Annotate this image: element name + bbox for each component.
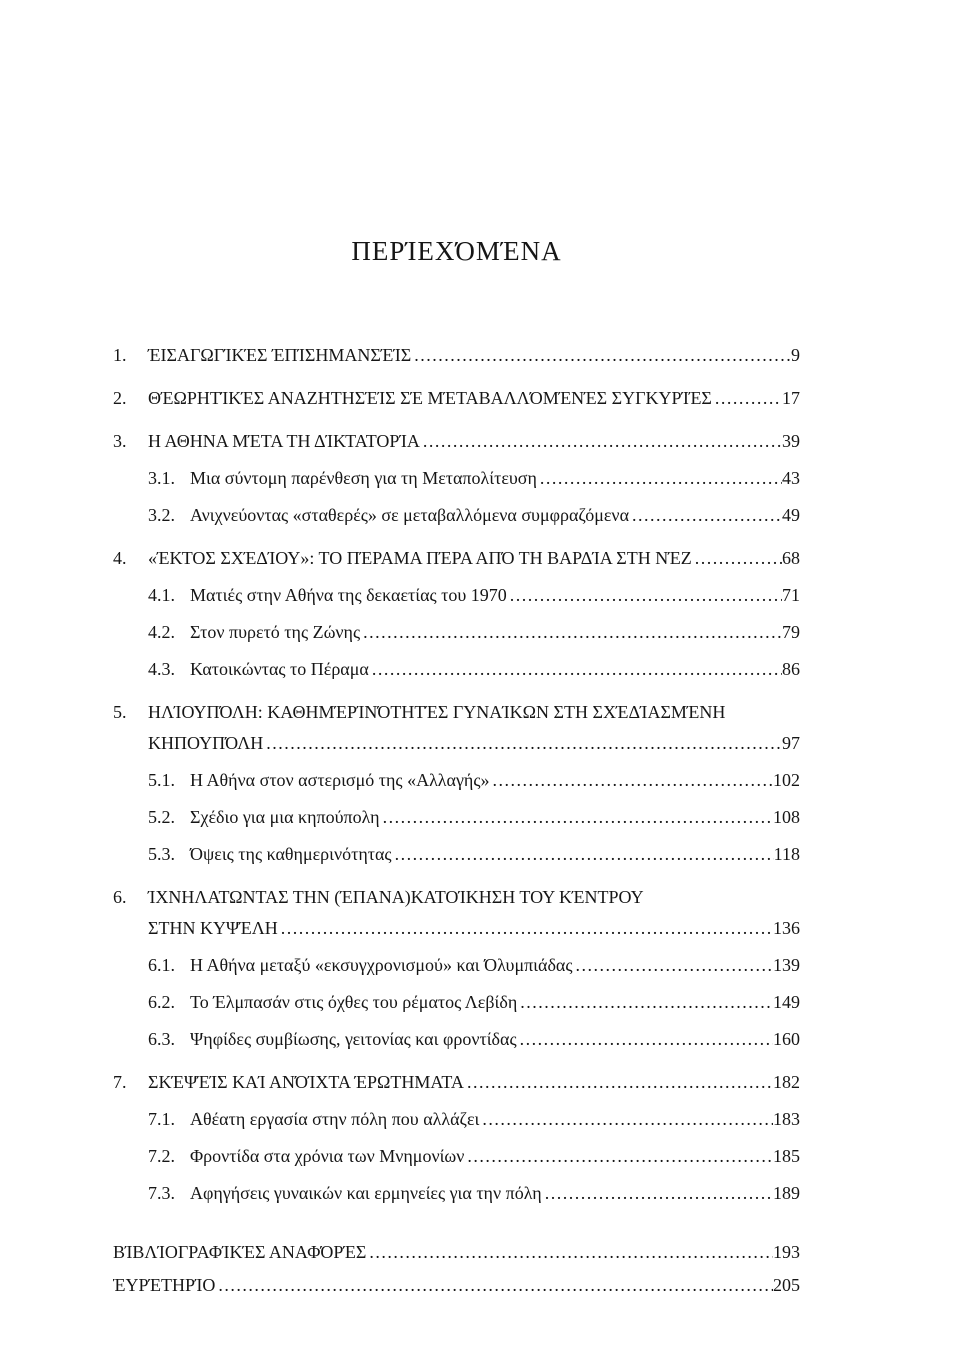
dot-leader [414, 344, 791, 366]
entry-number: 3.2. [148, 505, 175, 525]
entry-page-number: 189 [773, 1183, 800, 1203]
entry-number: 5.2. [148, 807, 175, 827]
dot-leader [372, 658, 782, 680]
entry-page-number: 68 [782, 548, 800, 568]
entry-title: Φροντίδα στα χρόνια των Μνημονίων [190, 1146, 465, 1166]
toc-entry-6 [113, 886, 800, 908]
toc-entry-back-matter [113, 1274, 800, 1296]
toc-entry-5-1 [113, 769, 800, 791]
entry-title: ΈΥΡΈΤΗΡΊΟ [113, 1275, 216, 1295]
entry-title: ΣΤΗΝ ΚΥΨΈΛΗ [148, 918, 278, 938]
dot-leader [492, 769, 773, 791]
toc-entry-6-2 [113, 991, 800, 1013]
entry-page-number: 39 [782, 431, 800, 451]
toc-entry-4-1 [113, 584, 800, 606]
entry-number: 3.1. [148, 468, 175, 488]
toc-entry-6-1 [113, 954, 800, 976]
entry-page-number: 160 [773, 1029, 800, 1049]
dot-leader [540, 467, 782, 489]
entry-title: Η Αθήνα στον αστερισμό της «Αλλαγής» [190, 770, 490, 790]
dot-leader [369, 1241, 773, 1263]
toc-entry-7-2 [113, 1145, 800, 1167]
entry-number: 1. [113, 345, 127, 365]
entry-title: ΚΗΠΟΥΠΌΛΗ [148, 733, 264, 753]
entry-number: 6.3. [148, 1029, 175, 1049]
entry-title: Ψηφίδες συμβίωσης, γειτονίας και φροντίδας [190, 1029, 517, 1049]
dot-leader [467, 1145, 773, 1167]
entry-title: Το Έλμπασάν στις όχθες του ρέματος Λεβίδη [190, 992, 518, 1012]
entry-title: Στον πυρετό της Ζώνης [190, 622, 361, 642]
dot-leader [482, 1108, 773, 1130]
entry-page-number: 205 [773, 1275, 800, 1295]
entry-title: «ΈΚΤΟΣ ΣΧΈΔΊΟΥ»: ΤΟ ΠΈΡΑΜΑ ΠΈΡΑ ΑΠΌ ΤΗ ΒΑΡΔΊΑ ΣΤΗ ΝΈΖ [148, 548, 692, 568]
entry-page-number: 118 [773, 844, 800, 864]
dot-leader [363, 621, 782, 643]
toc-entry-1 [113, 344, 800, 366]
entry-page-number: 136 [773, 918, 800, 938]
entry-title: ΣΚΈΨΈΊΣ ΚΑΊ ΑΝΌΊΧΤΑ ΈΡΩΤΗΜΑΤΑ [148, 1072, 464, 1092]
toc-list [113, 344, 800, 1296]
entry-number: 2. [113, 388, 127, 408]
toc-entry-5-2 [113, 806, 800, 828]
entry-title: Μια σύντομη παρένθεση για τη Μεταπολίτευση [190, 468, 537, 488]
entry-title: Η Αθήνα μεταξύ «εκσυγχρονισμού» και Όλυμπιάδας [190, 955, 573, 975]
entry-page-number: 102 [773, 770, 800, 790]
toc-entry-4 [113, 547, 800, 569]
entry-number: 5.3. [148, 844, 175, 864]
dot-leader [510, 584, 782, 606]
entry-number: 5.1. [148, 770, 175, 790]
entry-number: 7. [113, 1072, 127, 1092]
toc-entry-4-2 [113, 621, 800, 643]
entry-page-number: 9 [791, 345, 800, 365]
entry-page-number: 86 [782, 659, 800, 679]
entry-page-number: 185 [773, 1146, 800, 1166]
entry-page-number: 149 [773, 992, 800, 1012]
toc-entry-2 [113, 387, 800, 409]
entry-page-number: 139 [773, 955, 800, 975]
entry-title: ΗΛΊΟΥΠΌΛΗ: ΚΑΘΗΜΈΡΊΝΌΤΗΤΈΣ ΓΥΝΑΊΚΩΝ ΣΤΗ ΣΧΈΔΊΑΣΜΈΝΗ [148, 702, 726, 722]
toc-entry-7-1 [113, 1108, 800, 1130]
dot-leader [695, 547, 782, 569]
entry-page-number: 43 [782, 468, 800, 488]
dot-leader [281, 917, 773, 939]
dot-leader [545, 1182, 773, 1204]
entry-title: Αθέατη εργασία στην πόλη που αλλάζει [190, 1109, 480, 1129]
entry-title: Ανιχνεύοντας «σταθερές» σε μεταβαλλόμενα συμφραζόμενα [190, 505, 629, 525]
toc-entry-5-3 [113, 843, 800, 865]
entry-number: 3. [113, 431, 127, 451]
entry-title: Κατοικώντας το Πέραμα [190, 659, 369, 679]
entry-page-number: 49 [782, 505, 800, 525]
entry-number: 7.2. [148, 1146, 175, 1166]
entry-number: 7.1. [148, 1109, 175, 1129]
dot-leader [218, 1274, 773, 1296]
toc-entry-continuation-line [113, 917, 800, 939]
entry-title: ΊΧΝΗΛΑΤΩΝΤΑΣ ΤΗΝ (ΈΠΑΝΑ)ΚΑΤΟΊΚΗΣΗ ΤΟΥ ΚΈΝΤΡΟΥ [148, 887, 644, 907]
entry-number: 6.1. [148, 955, 175, 975]
toc-entry-5 [113, 701, 800, 723]
entry-title: Αφηγήσεις γυναικών και ερμηνείες για την πόλη [190, 1183, 542, 1203]
dot-leader [395, 843, 774, 865]
entry-number: 4.1. [148, 585, 175, 605]
entry-number: 4.3. [148, 659, 175, 679]
dot-leader [632, 504, 782, 526]
entry-number: 6.2. [148, 992, 175, 1012]
toc-entry-4-3 [113, 658, 800, 680]
dot-leader [520, 991, 773, 1013]
dot-leader [715, 387, 782, 409]
entry-number: 5. [113, 702, 127, 722]
entry-number: 7.3. [148, 1183, 175, 1203]
entry-page-number: 108 [773, 807, 800, 827]
entry-title: ΈΙΣΑΓΩΓΊΚΈΣ ΈΠΊΣΗΜΑΝΣΈΊΣ [148, 345, 412, 365]
dot-leader [383, 806, 773, 828]
entry-page-number: 79 [782, 622, 800, 642]
toc-entry-7 [113, 1071, 800, 1093]
entry-title: Ματιές στην Αθήνα της δεκαετίας του 1970 [190, 585, 507, 605]
entry-title: Σχέδιο για μια κηπούπολη [190, 807, 380, 827]
entry-number: 6. [113, 887, 127, 907]
entry-number: 4.2. [148, 622, 175, 642]
dot-leader [467, 1071, 773, 1093]
toc-entry-back-matter [113, 1241, 800, 1263]
toc-entry-7-3 [113, 1182, 800, 1204]
dot-leader [520, 1028, 773, 1050]
entry-number: 4. [113, 548, 127, 568]
dot-leader [576, 954, 774, 976]
entry-title: Η ΑΘΗΝΑ ΜΈΤΑ ΤΗ ΔΊΚΤΑΤΟΡΊΑ [148, 431, 420, 451]
toc-entry-3 [113, 430, 800, 452]
toc-entry-6-3 [113, 1028, 800, 1050]
entry-title: ΒΊΒΛΊΟΓΡΑΦΊΚΈΣ ΑΝΑΦΌΡΈΣ [113, 1242, 367, 1262]
entry-page-number: 193 [773, 1242, 800, 1262]
entry-page-number: 17 [782, 388, 800, 408]
entry-title: Όψεις της καθημερινότητας [190, 844, 392, 864]
dot-leader [423, 430, 782, 452]
toc-entry-continuation-line [113, 732, 800, 754]
entry-page-number: 71 [782, 585, 800, 605]
entry-page-number: 183 [773, 1109, 800, 1129]
entry-title: ΘΈΩΡΗΤΊΚΈΣ ΑΝΑΖΗΤΗΣΈΊΣ ΣΈ ΜΈΤΑΒΑΛΛΌΜΈΝΈΣ ΣΥΓΚΥΡΊΈΣ [148, 388, 712, 408]
dot-leader [266, 732, 782, 754]
toc-entry-3-2 [113, 504, 800, 526]
entry-page-number: 97 [782, 733, 800, 753]
toc-entry-3-1 [113, 467, 800, 489]
page-title: ΠΕΡΊΕΧΌΜΈΝΑ [351, 236, 562, 266]
entry-page-number: 182 [773, 1072, 800, 1092]
